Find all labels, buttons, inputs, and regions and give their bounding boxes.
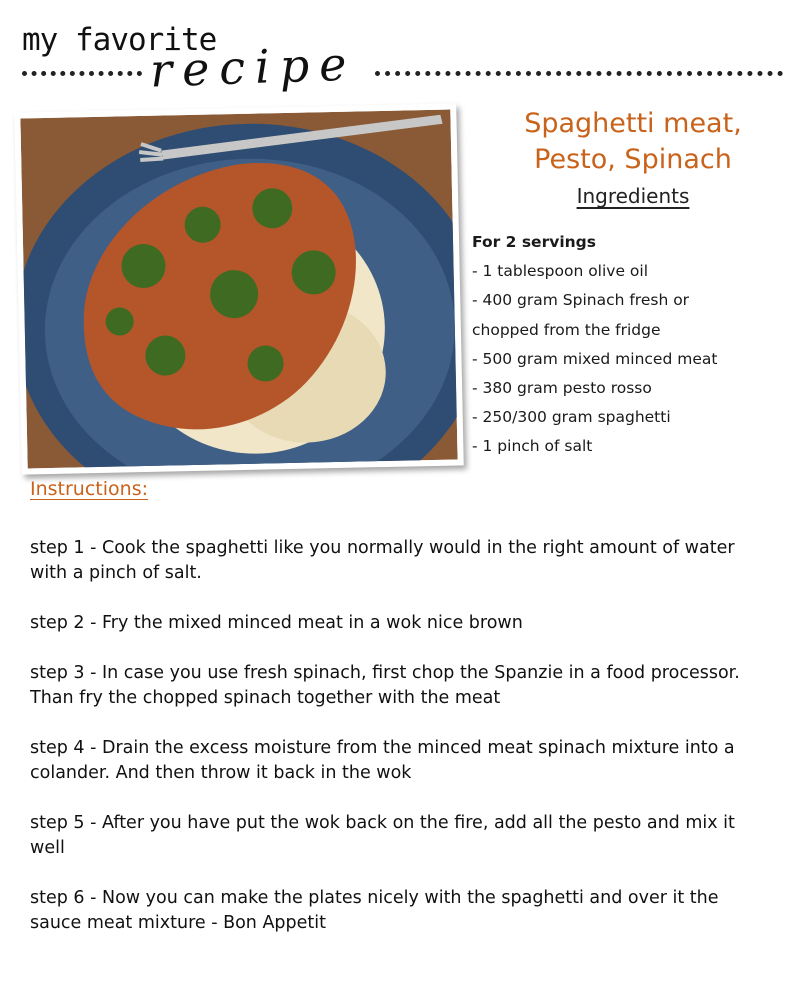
ingredient-item: - 1 tablespoon olive oil xyxy=(472,262,649,281)
dotted-divider-left xyxy=(22,71,142,76)
ingredient-item: - 250/300 gram spaghetti xyxy=(472,408,671,427)
ingredient-item: - 400 gram Spinach fresh or xyxy=(472,291,690,310)
servings-label: For 2 servings xyxy=(472,233,596,251)
ingredient-item: chopped from the fridge xyxy=(472,320,661,339)
instructions-steps xyxy=(30,536,775,961)
recipe-title xyxy=(478,106,788,178)
header-script-word: recipe xyxy=(149,36,358,98)
instruction-step-3: step 3 - In case you use fresh spinach, first chop the Spanzie in a food processor. Than fry the chopped spinach together with the meat xyxy=(30,663,740,708)
instruction-step-2: step 2 - Fry the mixed minced meat in a wok nice brown xyxy=(30,613,523,633)
recipe-title-line2: Pesto, Spinach xyxy=(534,144,732,175)
instructions-heading: Instructions: xyxy=(30,478,148,500)
header-title: my favorite xyxy=(22,22,217,58)
ingredient-item: - 380 gram pesto rosso xyxy=(472,379,652,398)
ingredients-list xyxy=(472,228,792,462)
recipe-photo xyxy=(14,103,463,474)
ingredient-item: - 1 pinch of salt xyxy=(472,437,593,456)
ingredient-item: - 500 gram mixed minced meat xyxy=(472,349,718,368)
recipe-title-line1: Spaghetti meat, xyxy=(524,108,742,139)
instruction-step-5: step 5 - After you have put the wok back on the fire, add all the pesto and mix it well xyxy=(30,813,735,858)
instruction-step-4: step 4 - Drain the excess moisture from the minced meat spinach mixture into a colander. And then throw it back in the wok xyxy=(30,738,735,783)
dotted-divider-right xyxy=(375,71,783,76)
ingredients-heading: Ingredients xyxy=(576,184,690,208)
spaghetti-plate-photo xyxy=(20,110,457,469)
instruction-step-6: step 6 - Now you can make the plates nicely with the spaghetti and over it the sauce meat mixture - Bon Appetit xyxy=(30,888,719,933)
instruction-step-1: step 1 - Cook the spaghetti like you normally would in the right amount of water with a pinch of salt. xyxy=(30,538,735,583)
